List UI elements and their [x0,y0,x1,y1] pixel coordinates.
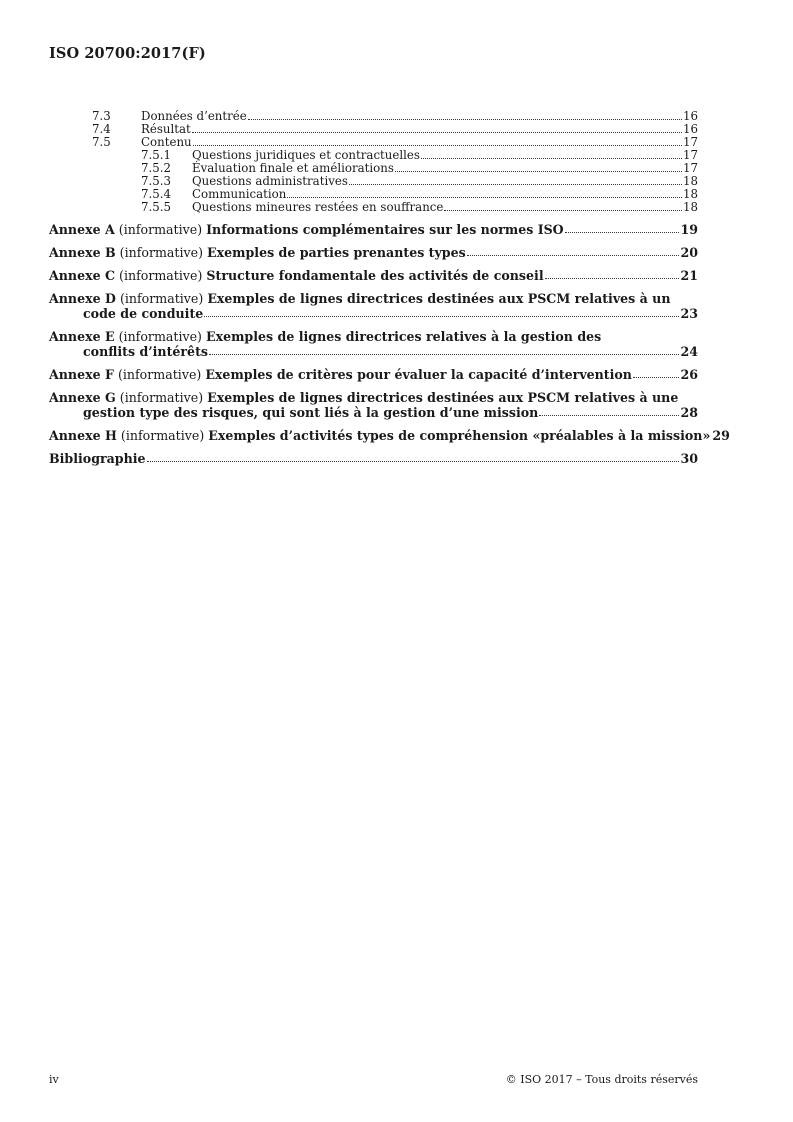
toc-entry-title: Communication [192,187,287,201]
annex-title: Exemples de parties prenantes types [207,245,466,260]
leader-dots [539,414,679,416]
leader-dots [349,183,682,185]
annex-page: 24 [680,344,698,359]
annex-title-continued: code de conduite [83,306,204,321]
toc-entry-number: 7.5.5 [141,200,172,214]
annex-kind: (informative) [119,245,204,260]
toc-annex-c[interactable] [49,268,698,283]
bibliography-page: 30 [680,451,698,466]
annex-title: Exemples de lignes directrices destinées aux PSCM relatives à un [207,291,671,306]
toc-entry-page: 17 [682,148,698,162]
toc-annex-h[interactable] [49,428,730,443]
annex-kind: (informative) [120,428,205,443]
annex-kind: (informative) [118,222,203,237]
toc-entry-7-5-5[interactable] [49,201,698,214]
annex-title: Exemples de lignes directrices relatives à la gestion des [205,329,602,344]
toc-entry-number: 7.3 [92,109,111,123]
toc-entry-number: 7.5 [92,135,111,149]
annex-title-continued: conflits d’intérêts [83,344,208,359]
leader-dots [467,254,680,256]
annex-kind: (informative) [119,291,204,306]
toc-entry-title: Contenu [141,135,192,149]
annex-label: Annexe D [49,291,116,306]
leader-dots [444,209,682,211]
toc-annex-f[interactable] [49,367,698,382]
annex-label: Annexe A [49,222,115,237]
toc-entry-page: 18 [682,200,698,214]
toc-entry-title: Questions mineures restées en souffrance [192,200,444,214]
annex-page: 28 [680,405,698,420]
page-footer [49,1073,698,1086]
annex-page: 23 [680,306,698,321]
leader-dots [204,315,679,317]
toc-entry-title: Questions administratives [192,174,348,188]
table-of-contents [49,109,730,466]
toc-entry-page: 17 [682,161,698,175]
leader-dots [248,118,682,120]
annex-kind: (informative) [118,329,202,344]
toc-entry-number: 7.5.2 [141,161,172,175]
annex-page: 29 [712,428,730,443]
leader-dots [545,277,680,279]
toc-entry-page: 18 [682,174,698,188]
annex-page: 19 [680,222,698,237]
annex-kind: (informative) [117,367,202,382]
document-id-header: ISO 20700:2017(F) [49,45,206,62]
toc-annex-a[interactable] [49,222,698,237]
annex-title: Exemples de lignes directrices destinées aux PSCM relatives à une [207,390,679,405]
toc-entry-page: 17 [682,135,698,149]
annex-title: Exemples d’activités types de compréhension «préalables à la mission» [208,428,711,443]
footer-copyright: © ISO 2017 – Tous droits réservés [505,1073,698,1086]
leader-dots [147,460,680,462]
leader-dots [633,376,680,378]
toc-entry-number: 7.4 [92,122,111,136]
toc-entry-page: 16 [682,122,698,136]
toc-entry-title: Résultat [141,122,191,136]
toc-entry-title: Évaluation finale et améliorations [192,161,394,175]
footer-page-number: iv [49,1073,59,1086]
toc-annex-b[interactable] [49,245,698,260]
annex-label: Annexe H [49,428,117,443]
annex-title: Structure fondamentale des activités de conseil [206,268,544,283]
toc-entry-title: Questions juridiques et contractuelles [192,148,420,162]
toc-entry-number: 7.5.1 [141,148,172,162]
annex-page: 26 [680,367,698,382]
annex-kind: (informative) [119,268,203,283]
toc-bibliography[interactable] [49,451,698,466]
annex-title: Exemples de critères pour évaluer la capacité d’intervention [205,367,632,382]
bibliography-label: Bibliographie [49,451,146,466]
toc-entry-number: 7.5.3 [141,174,172,188]
annex-kind: (informative) [119,390,204,405]
toc-annex-e[interactable] [49,329,698,359]
leader-dots [565,231,680,233]
leader-dots [193,144,682,146]
annex-label: Annexe G [49,390,116,405]
annex-label: Annexe F [49,367,114,382]
annex-label: Annexe B [49,245,116,260]
annex-label: Annexe E [49,329,115,344]
leader-dots [192,131,682,133]
toc-entry-page: 16 [682,109,698,123]
toc-entry-page: 18 [682,187,698,201]
annex-page: 20 [680,245,698,260]
leader-dots [421,157,682,159]
leader-dots [209,353,679,355]
annex-title: Informations complémentaires sur les normes ISO [206,222,564,237]
toc-entry-number: 7.5.4 [141,187,172,201]
annex-label: Annexe C [49,268,116,283]
toc-entry-title: Données d’entrée [141,109,247,123]
leader-dots [287,196,682,198]
toc-annex-d[interactable] [49,291,698,321]
annex-title-continued: gestion type des risques, qui sont liés à la gestion d’une mission [83,405,539,420]
leader-dots [395,170,682,172]
toc-annex-g[interactable] [49,390,698,420]
annex-page: 21 [680,268,698,283]
